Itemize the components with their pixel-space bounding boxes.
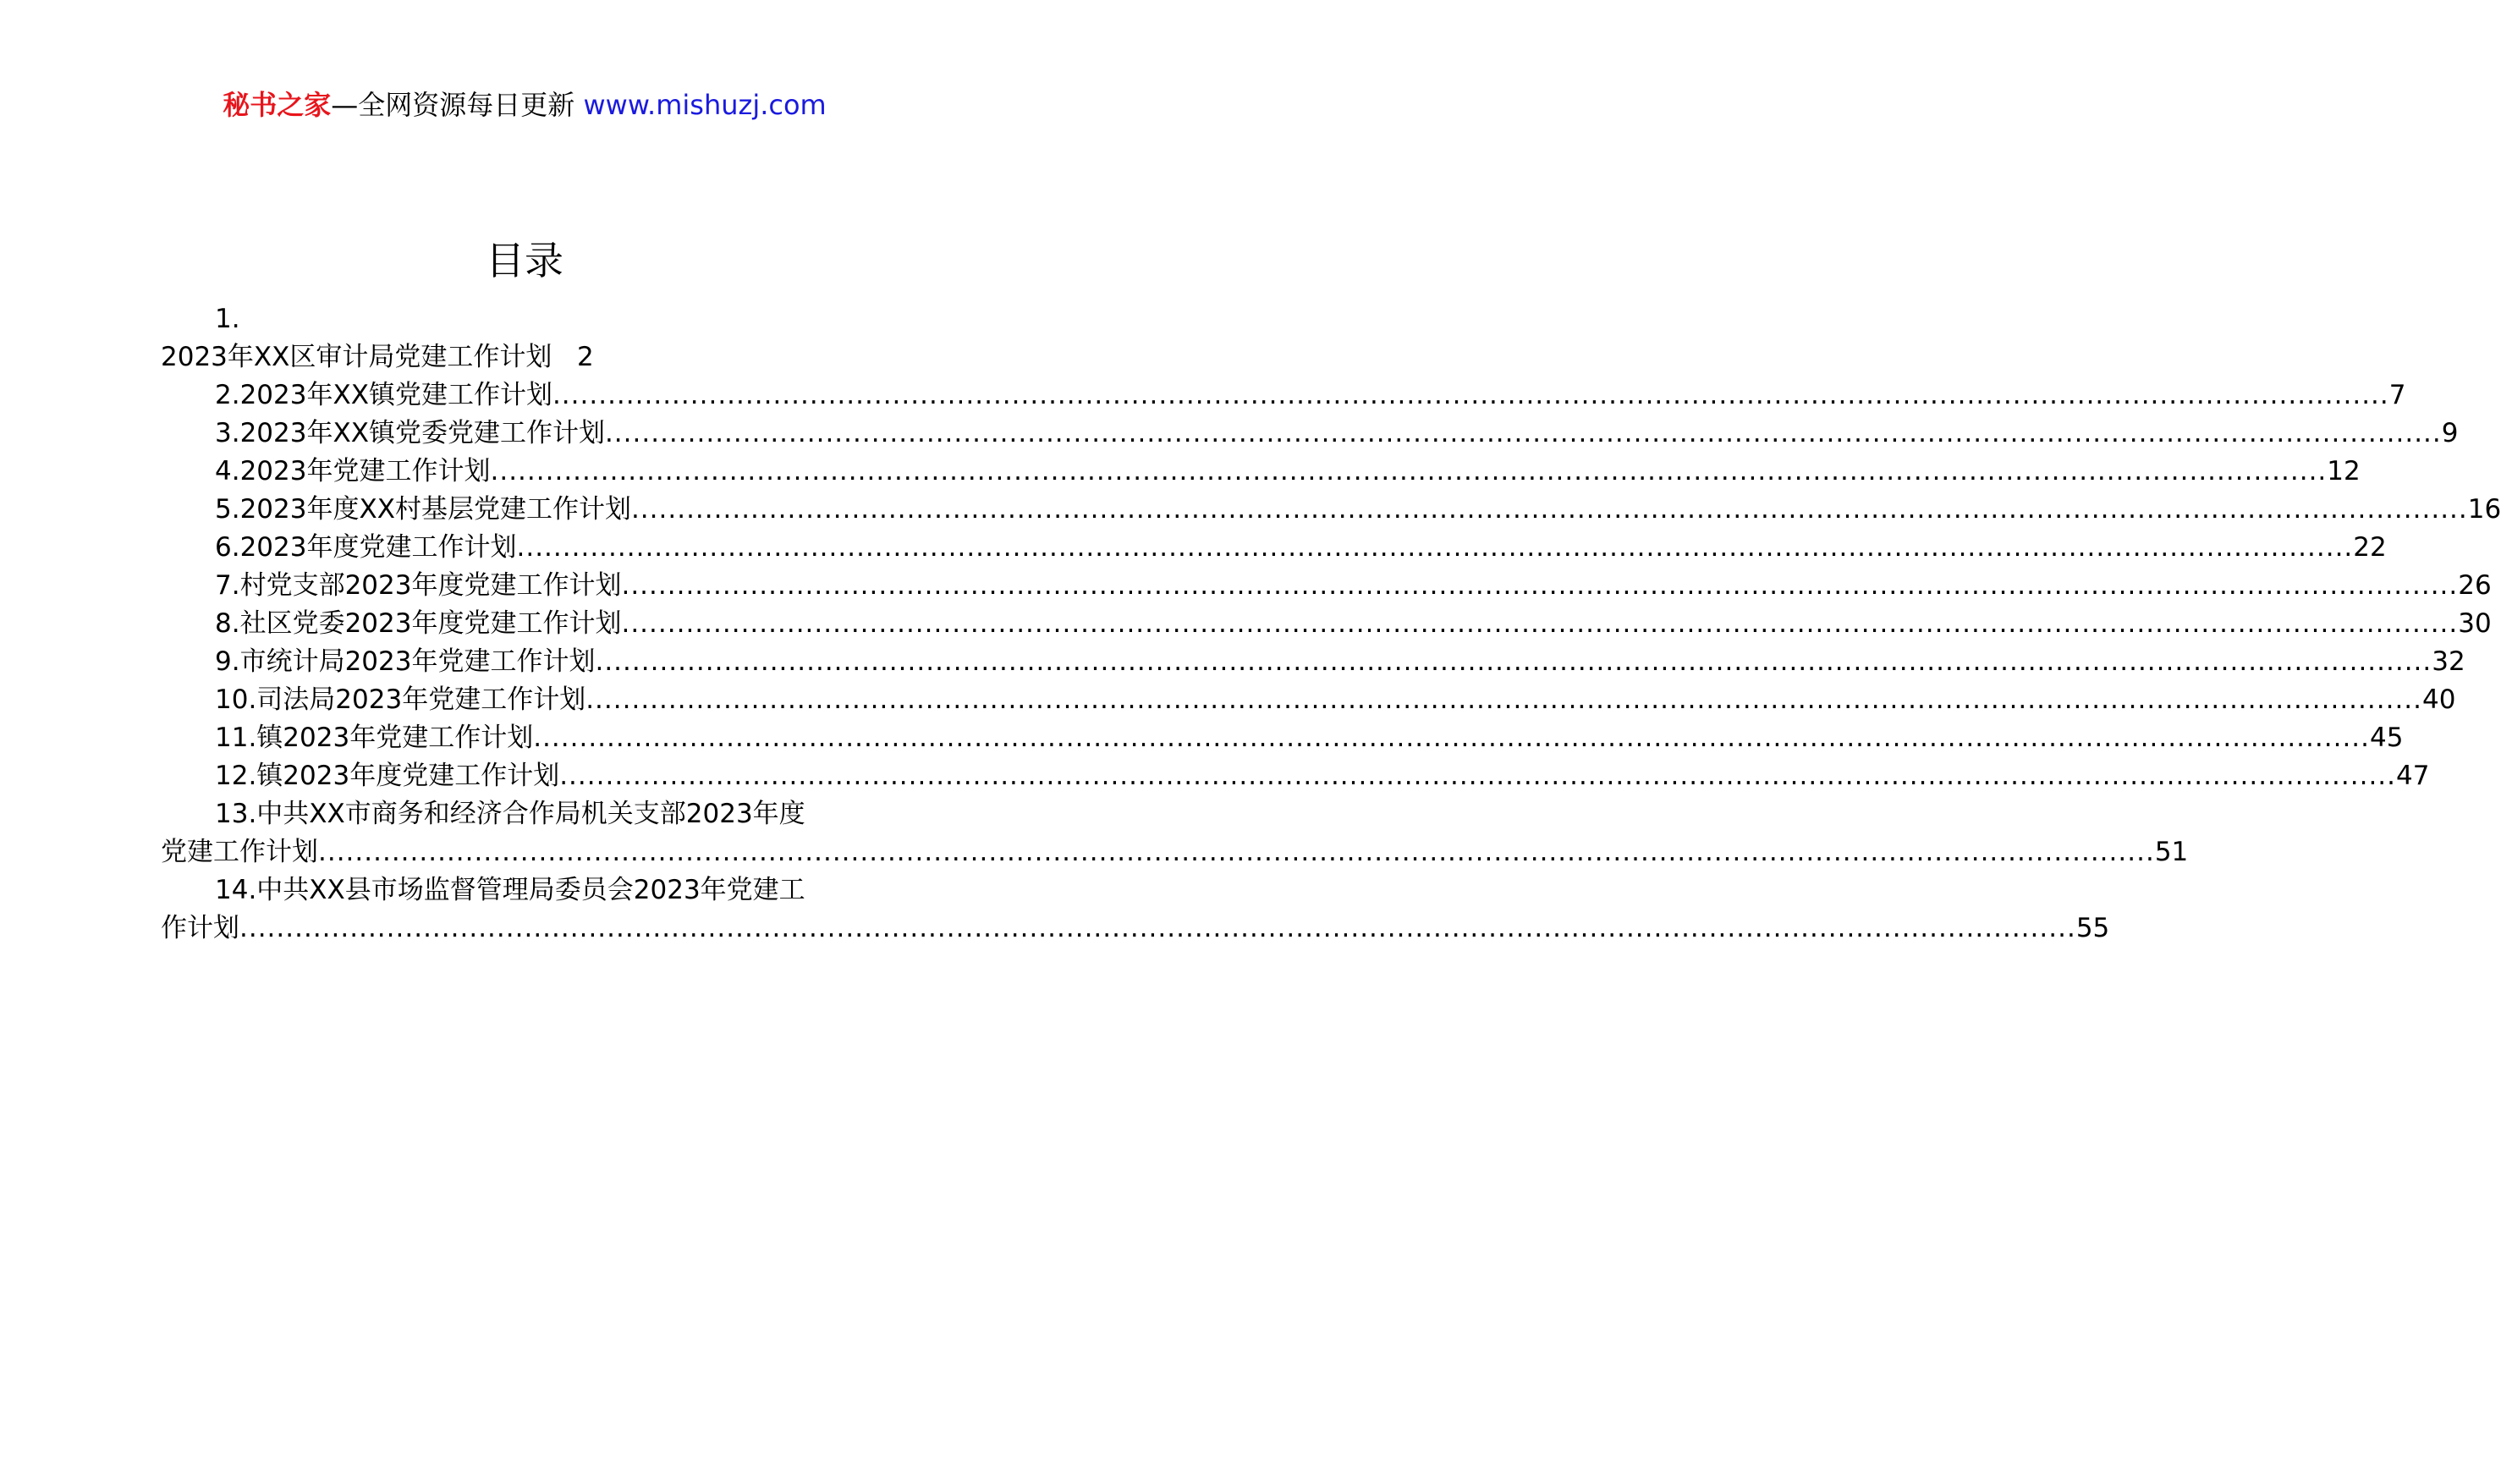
toc-entry-13-line1: 13.中共XX市商务和经济合作局机关支部2023年度 [215, 799, 805, 829]
toc-entry-14-line2 [161, 910, 2110, 948]
toc-entry-page: 26 [2458, 570, 2492, 601]
site-url-link[interactable]: www.mishuzj.com [583, 89, 827, 121]
toc-entry[interactable] [161, 567, 2492, 605]
toc-leader-dots: ........................................................................................................................................................................................................ [630, 494, 2468, 525]
toc-leader-dots: ........................................................................................................................................................................................................ [604, 418, 2442, 448]
toc-leader-dots: ........................................................................................................................................................................................................ [621, 570, 2459, 601]
toc-entry-14[interactable] [161, 871, 2110, 948]
toc-entry-label: 5.2023年度XX村基层党建工作计划 [215, 494, 631, 525]
toc-entry-label: 3.2023年XX镇党委党建工作计划 [215, 418, 605, 448]
toc-entry[interactable] [161, 605, 2492, 643]
toc-entry-label: 8.社区党委2023年度党建工作计划 [215, 608, 622, 639]
toc-entry[interactable] [161, 376, 2406, 415]
toc-leader-dots: ........................................................................................................................................................................................................ [239, 913, 2076, 943]
toc-leader-dots: ........................................................................................................................................................................................................ [516, 532, 2354, 563]
toc-entry-page: 45 [2370, 723, 2404, 753]
toc-entry[interactable] [161, 491, 2501, 529]
toc-entry[interactable] [161, 719, 2404, 757]
toc-entry-label: 10.司法局2023年党建工作计划 [215, 684, 586, 715]
banner-tagline: —全网资源每日更新 [331, 89, 584, 121]
toc-entry-page: 22 [2353, 532, 2387, 563]
toc-entry-label: 2.2023年XX镇党建工作计划 [215, 380, 552, 410]
toc-entry-label: 7.村党支部2023年度党建工作计划 [215, 570, 622, 601]
toc-entry[interactable] [161, 757, 2430, 795]
toc-entry-label: 11.镇2023年党建工作计划 [215, 723, 534, 753]
toc-entry-label: 12.镇2023年度党建工作计划 [215, 761, 560, 791]
toc-list [161, 376, 2501, 795]
toc-entry-page: 9 [2441, 418, 2459, 448]
toc-entry[interactable] [161, 529, 2387, 567]
toc-entry-label: 4.2023年党建工作计划 [215, 456, 491, 486]
toc-entry-1-page: 2 [576, 342, 594, 372]
toc-entry-page: 32 [2432, 646, 2465, 677]
toc-entry-14-label: 作计划 [161, 913, 239, 943]
toc-leader-dots: ........................................................................................................................................................................................................ [490, 456, 2328, 486]
toc-entry-1-number[interactable]: 1. [215, 304, 240, 334]
toc-leader-dots: ........................................................................................................................................................................................................ [552, 380, 2389, 410]
toc-leader-dots: ........................................................................................................................................................................................................ [595, 646, 2432, 677]
toc-entry-page: 12 [2327, 456, 2361, 486]
toc-entry-14-page: 55 [2075, 913, 2110, 943]
toc-leader-dots: ........................................................................................................................................................................................................ [585, 684, 2423, 715]
toc-entry[interactable] [161, 415, 2459, 453]
toc-entry-13[interactable] [161, 795, 2189, 871]
toc-entry-13-line2 [161, 833, 2189, 871]
toc-entry-1[interactable] [161, 338, 888, 376]
toc-entry-13-label: 党建工作计划 [161, 837, 318, 867]
toc-leader-dots: ........................................................................................................................................................................................................ [533, 723, 2371, 753]
page-title: 目录 [486, 238, 563, 283]
toc-entry-page: 47 [2396, 761, 2430, 791]
toc-entry[interactable] [161, 643, 2465, 681]
brand-name: 秘书之家 [223, 89, 332, 121]
site-banner [0, 85, 1049, 125]
table-of-contents [161, 304, 2501, 986]
toc-leader-dots: ........................................................................................................................................................................................................ [621, 608, 2459, 639]
toc-entry-label: 6.2023年度党建工作计划 [215, 532, 517, 563]
toc-entry-page: 30 [2458, 608, 2492, 639]
toc-leader-dots: ........................................................................................................................................................................................................ [318, 837, 2155, 867]
toc-entry-13-page: 51 [2154, 837, 2189, 867]
toc-entry-label: 9.市统计局2023年党建工作计划 [215, 646, 596, 677]
toc-leader-dots: ........................................................................................................................................................................................................ [559, 761, 2397, 791]
toc-entry-page: 7 [2388, 380, 2406, 410]
toc-entry-1-label: 2023年XX区审计局党建工作计划 [161, 342, 552, 372]
toc-entry-page: 16 [2467, 494, 2501, 525]
toc-entry[interactable] [161, 681, 2456, 719]
toc-entry-14-line1: 14.中共XX县市场监督管理局委员会2023年党建工 [215, 875, 805, 905]
toc-entry-page: 40 [2422, 684, 2456, 715]
toc-entry[interactable] [161, 453, 2361, 491]
